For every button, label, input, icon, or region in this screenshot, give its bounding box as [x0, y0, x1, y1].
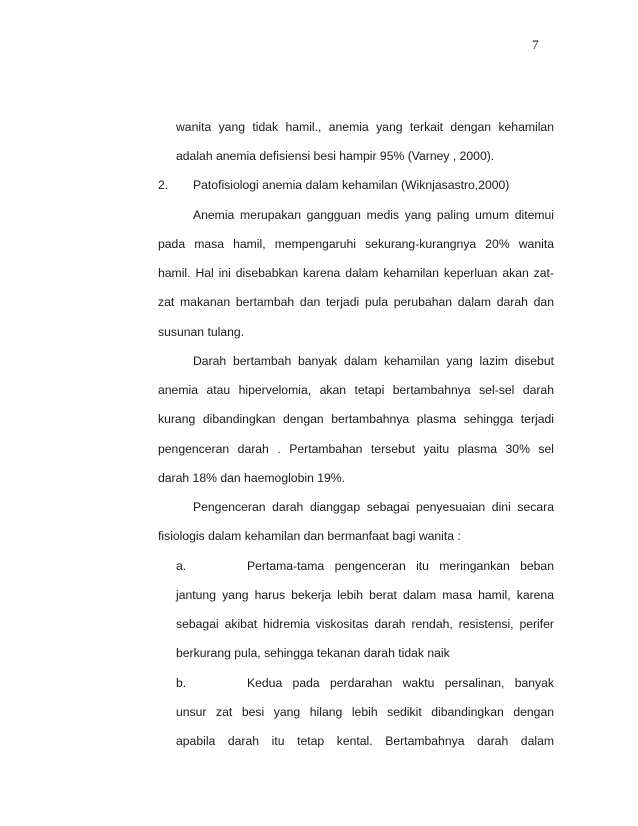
list-item-b — [0, 674, 638, 692]
paragraph-line: kurang dibandingkan dengan bertambahnya plasma sehingga terjadi — [158, 412, 554, 426]
paragraph-line: zat makanan bertambah dan terjadi pula perubahan dalam darah dan — [158, 295, 554, 309]
list-item-a — [0, 557, 638, 575]
paragraph-line: anemia atau hipervelomia, akan tetapi bertambahnya sel-sel darah — [158, 383, 554, 397]
paragraph-line: unsur zat besi yang hilang lebih sedikit dibandingkan dengan — [176, 705, 554, 719]
paragraph-line: pada masa hamil, mempengaruhi sekurang-kurangnya 20% wanita — [158, 237, 554, 251]
list-item-text: Kedua pada perdarahan waktu persalinan, banyak — [247, 676, 554, 690]
paragraph-line: wanita yang tidak hamil., anemia yang terkait dengan kehamilan — [176, 120, 554, 134]
paragraph-line: jantung yang harus bekerja lebih berat dalam masa hamil, karena — [176, 588, 554, 602]
paragraph-line: Pengenceran darah dianggap sebagai penyesuaian dini secara — [193, 500, 554, 514]
list-item-text: Pertama-tama pengenceran itu meringankan beban — [247, 559, 554, 573]
paragraph-line: fisiologis dalam kehamilan dan bermanfaat bagi wanita : — [158, 529, 461, 543]
paragraph-line: apabila darah itu tetap kental. Bertambahnya darah dalam — [176, 734, 554, 748]
list-item-label: b. — [176, 676, 187, 690]
paragraph-line: hamil. Hal ini disebabkan karena dalam kehamilan keperluan akan zat- — [158, 266, 554, 280]
paragraph-line: sebagai akibat hidremia viskositas darah rendah, resistensi, perifer — [176, 617, 554, 631]
section-title: Patofisiologi anemia dalam kehamilan (Wiknjasastro,2000) — [193, 178, 510, 192]
list-item-label: a. — [176, 559, 187, 573]
paragraph-line: adalah anemia defisiensi besi hampir 95% (Varney , 2000). — [176, 149, 495, 163]
paragraph-line: darah 18% dan haemoglobin 19%. — [158, 471, 346, 485]
paragraph-line: pengenceran darah . Pertambahan tersebut yaitu plasma 30% sel — [158, 442, 554, 456]
paragraph-line: Darah bertambah banyak dalam kehamilan yang lazim disebut — [193, 354, 554, 368]
page-number: 7 — [532, 37, 539, 52]
section-number: 2. — [158, 178, 169, 192]
section-heading — [0, 176, 638, 194]
paragraph-line: Anemia merupakan gangguan medis yang paling umum ditemui — [193, 208, 554, 222]
paragraph-line: berkurang pula, sehingga tekanan darah tidak naik — [176, 646, 450, 660]
paragraph-line: susunan tulang. — [158, 325, 245, 339]
